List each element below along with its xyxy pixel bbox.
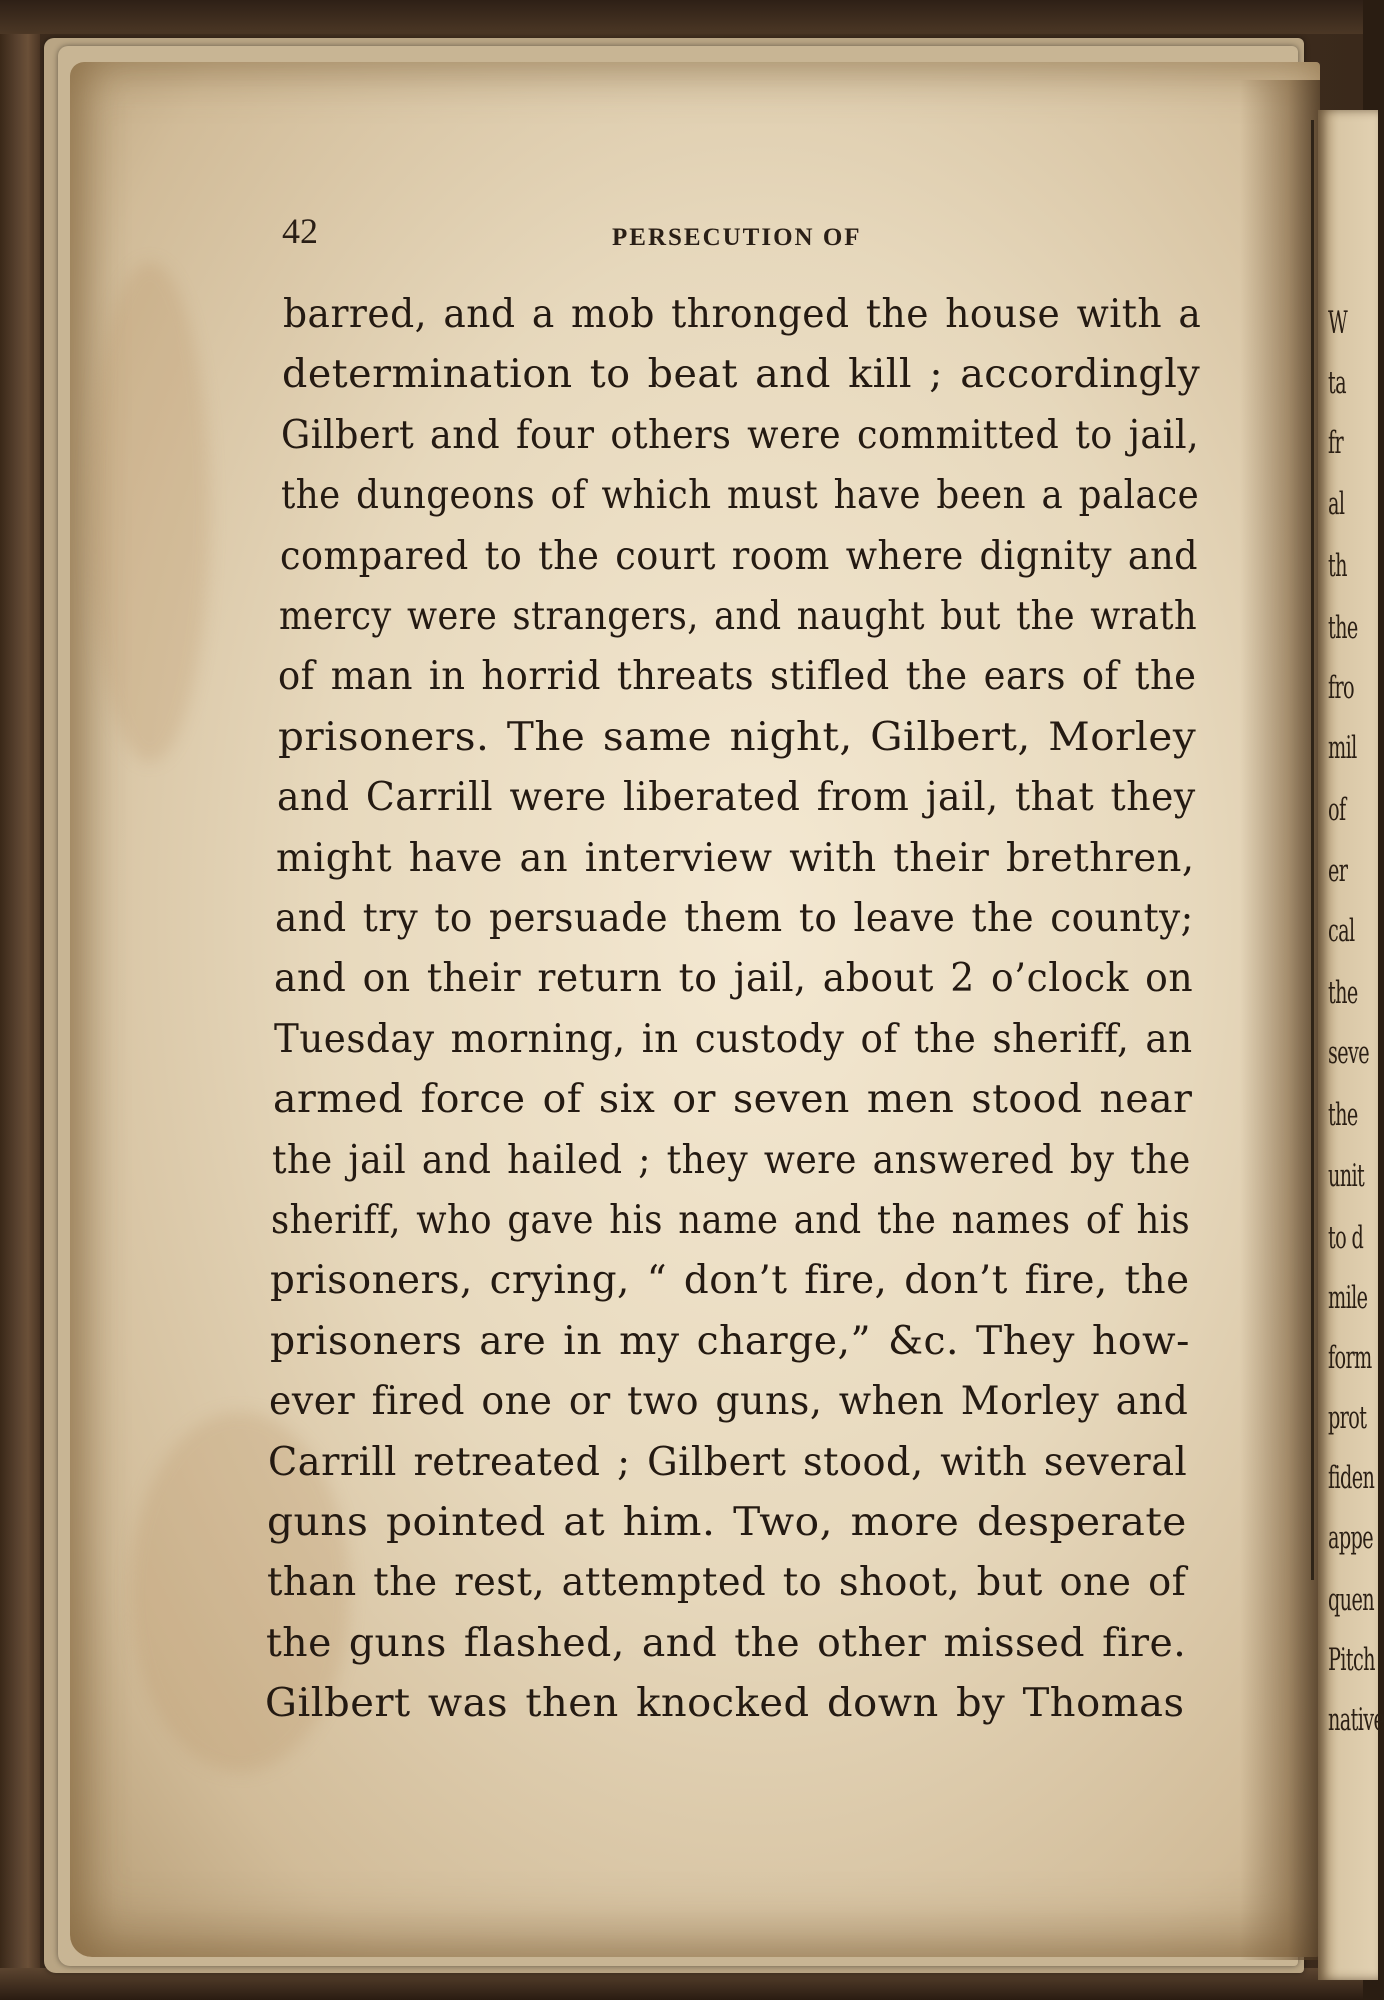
facing-page-fragment: unit — [1328, 1158, 1365, 1194]
facing-page-fragment: fro — [1328, 670, 1355, 706]
facing-page-fragment: to d — [1328, 1220, 1364, 1256]
facing-page-fragment: fiden — [1328, 1460, 1375, 1496]
text-line: prisoners. The same night, Gilbert, Morley — [277, 714, 1196, 760]
facing-page-rule — [1311, 120, 1314, 1580]
facing-page-fragment: al — [1328, 486, 1345, 522]
text-line: compared to the court room where dignity and — [279, 533, 1198, 579]
facing-page-fragment: the — [1328, 610, 1358, 646]
facing-page-fragment: th — [1328, 548, 1347, 584]
text-line: and try to persuade them to leave the county; — [275, 896, 1194, 941]
text-line: prisoners, crying, “ don’t fire, don’t fire, the — [270, 1258, 1191, 1304]
text-line: might have an interview with their brethren, — [275, 835, 1195, 881]
text-line: Carrill retreated ; Gilbert stood, with several — [268, 1439, 1188, 1485]
text-line: sheriff, who gave his name and the names of his — [271, 1198, 1191, 1243]
facing-page-fragment: ta — [1328, 365, 1346, 401]
text-line: of man in horrid threats stifled the ears of the — [278, 654, 1197, 700]
left-page — [70, 62, 1320, 1957]
facing-page-fragment: prot — [1328, 1400, 1367, 1436]
text-line: guns pointed at him. Two, more desperate — [267, 1500, 1188, 1545]
text-line: Gilbert was then knocked down by Thomas — [265, 1681, 1185, 1727]
facing-page-fragment: seve — [1328, 1035, 1369, 1071]
book-cover-edge-left — [0, 0, 40, 2000]
text-line: armed force of six or seven men stood near — [272, 1077, 1193, 1123]
facing-page-fragment: the — [1328, 975, 1358, 1011]
text-line: barred, and a mob thronged the house with a — [283, 292, 1202, 337]
text-line: Gilbert and four others were committed to jail, — [281, 412, 1200, 458]
text-line: Tuesday morning, in custody of the sheriff, an — [273, 1016, 1193, 1062]
text-line: and on their return to jail, about 2 o’clock on — [274, 956, 1194, 1002]
text-line: mercy were strangers, and naught but the wrath — [279, 594, 1198, 639]
facing-page-fragment: mil — [1328, 730, 1357, 766]
text-line: than the rest, attempted to shoot, but one of — [266, 1560, 1186, 1606]
facing-page-fragment: mile — [1328, 1280, 1368, 1316]
paper-stain — [90, 262, 210, 762]
facing-page-fragment: of — [1328, 792, 1346, 828]
facing-page-fragment: appe — [1328, 1520, 1373, 1556]
facing-page-fragment: the — [1328, 1097, 1358, 1133]
text-line: ever fired one or two guns, when Morley and — [268, 1379, 1189, 1425]
facing-page-fragment: quen — [1328, 1582, 1374, 1618]
facing-page-fragment: W — [1328, 305, 1348, 341]
facing-page-fragment: er — [1328, 853, 1348, 889]
text-line: the guns flashed, and the other missed fire. — [265, 1620, 1187, 1666]
book-cover-edge-top — [0, 0, 1363, 34]
facing-page-fragment: form — [1328, 1340, 1372, 1376]
facing-page-fragment: native — [1328, 1702, 1384, 1738]
text-line: the jail and hailed ; they were answered by the — [272, 1137, 1191, 1183]
page-gutter — [1240, 80, 1320, 1960]
facing-page-fragment: cal — [1328, 913, 1355, 949]
facing-page-fragment: Pitch — [1328, 1642, 1375, 1678]
text-line: determination to beat and kill ; accordingly — [282, 352, 1201, 398]
text-line: prisoners are in my charge,” &c. They how- — [269, 1318, 1190, 1364]
running-head: PERSECUTION OF — [612, 224, 862, 251]
facing-page-fragment: fr — [1328, 425, 1344, 461]
page-number: 42 — [282, 211, 318, 251]
text-line: and Carrill were liberated from jail, that they — [276, 775, 1196, 821]
text-line: the dungeons of which must have been a palace — [280, 473, 1199, 519]
